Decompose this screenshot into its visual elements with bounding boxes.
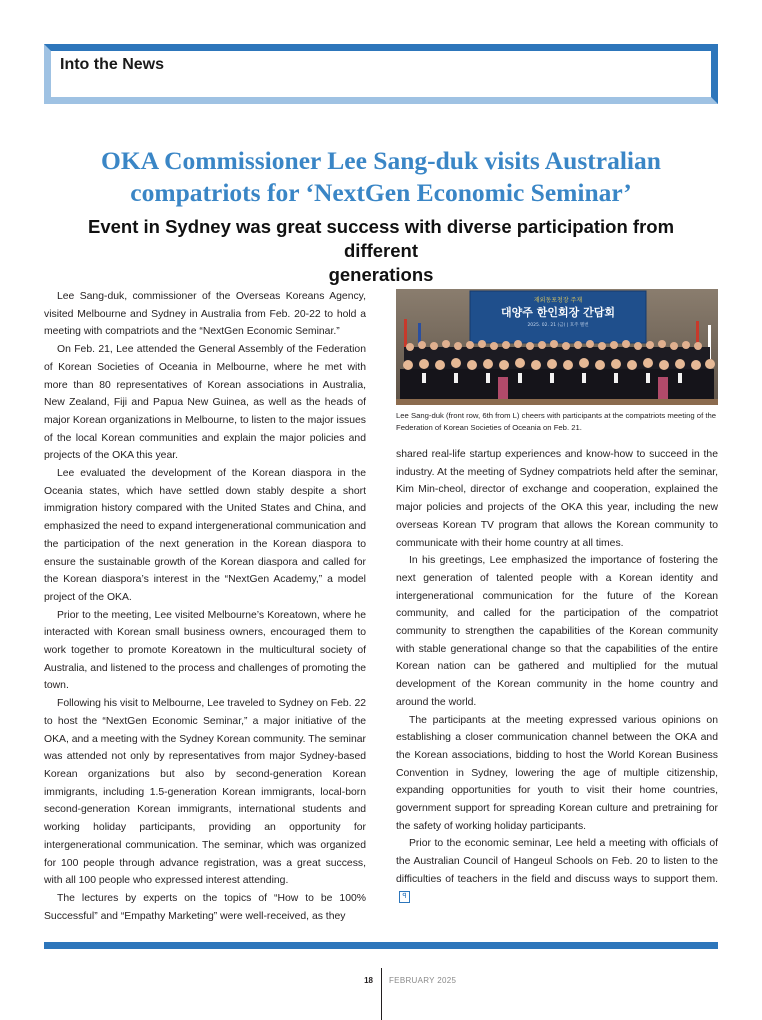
paragraph-text: Prior to the economic seminar, Lee held a meeting with officials of the Australian Council of Hangeul Schools on Feb. 20 to listen to the difficulties of teachers in the field and discuss ways to support them.	[396, 838, 718, 885]
issue-date: FEBRUARY 2025	[389, 976, 457, 985]
article-subheadline	[60, 215, 702, 287]
subhead-line-2: generations	[328, 264, 434, 285]
banner-text-3: 2025. 02. 21 (금) | 호주 멜번	[527, 323, 589, 328]
photo-caption: Lee Sang-duk (front row, 6th from L) cheers with participants at the compatriots meeting of the Federation of Korean Societies of Oceania on Feb. 21.	[396, 411, 717, 432]
banner-text-1: 재외동포청장 주재	[533, 297, 583, 304]
group-photo-illustration	[396, 289, 718, 405]
paragraph: The lectures by experts on the topics of “How to be 100% Successful” and “Empathy Marketing” were well-received, as they	[44, 892, 366, 922]
section-header-box	[44, 44, 718, 104]
paragraph: Prior to the meeting, Lee visited Melbourne’s Koreatown, where he interacted with Korean small business owners, encouraged them to work together to promote Koreatown in the multicultural society of Australia, and listened to the process and challenges of promoting the town.	[44, 609, 366, 692]
footer-rule	[44, 942, 718, 949]
headline-line-2: compatriots for ‘NextGen Economic Seminar’	[130, 178, 632, 207]
article-body-left-column	[44, 288, 366, 925]
group-photo	[396, 289, 718, 405]
section-title: Into the News	[60, 56, 165, 73]
paragraph: Following his visit to Melbourne, Lee traveled to Sydney on Feb. 22 to host the “NextGen Economic Seminar,” a major initiative of the OKA, and a meeting with the Sydney Korean community. The seminar was attended not only by representatives from major Sydney-based Korean organizations but also by second-generation Korean immigrants, including 1.5-generation Korean immigrants, local-born second-generation Korean immigrants, international students and working holiday participants, providing an opportunity for intergenerational communication. The seminar, which was organized for 100 people through advance registration, was a great success, with all 100 people who expressed interest attending.	[44, 698, 367, 887]
paragraph: shared real-life startup experiences and know-how to succeed in the industry. At the meeting of Sydney compatriots held after the seminar, Kim Min-cheol, director of exchange and cooperation, explained the major policies and projects of the OKA this year, including the new overseas Korean TV program that allows the Korean community to communicate with their home country at all times.	[396, 449, 718, 549]
headline-line-1: OKA Commissioner Lee Sang-duk visits Australian	[101, 146, 661, 175]
banner-text-2: 대양주 한인회장 간담회	[501, 306, 615, 319]
page-number: 18	[364, 976, 373, 985]
footer-divider	[381, 968, 382, 1020]
article-headline	[60, 145, 702, 209]
paragraph	[396, 835, 718, 906]
paragraph: On Feb. 21, Lee attended the General Assembly of the Federation of Korean Societies of Oceania in Melbourne, where he met with more than 80 representatives of Korean associations in Australia, New Zealand, Fiji and Papua New Guinea, as well as the heads of major Korean organizations in Melbourne, to listen to the major issues of the local Korean communities and explain the major policies and projects of the OKA this year.	[44, 344, 366, 462]
subhead-line-1: Event in Sydney was great success with diverse participation from different	[87, 216, 675, 261]
paragraph: In his greetings, Lee emphasized the importance of fostering the next generation of talented people with a Korean identity and intergenerational communication for the future of the Korean community, and called for the participation of the compatriot community to strengthen the capabilities of the Korean community with stable generational change so that the capabilities of the entire Korean nation can be gathered and multiplied for the mutual development of the Korean community in the home country and around the world.	[396, 555, 718, 708]
paragraph: Lee Sang-duk, commissioner of the Overseas Koreans Agency, visited Melbourne and Sydney in Australia from Feb. 20-22 to hold a meeting with compatriots and the “NextGen Economic Seminar.”	[44, 291, 366, 338]
end-of-article-icon: ꟼ	[399, 891, 410, 903]
paragraph: The participants at the meeting expressed various opinions on establishing a closer communication channel between the OKA and the Korean associations, bidding to host the World Korean Business Convention in Sydney, lowering the age of multiple citizenship, expanding opportunities for youth to visit their home countries, government support for spreading Korean culture and pretraining for the safety of working holiday participants.	[396, 714, 718, 832]
paragraph: Lee evaluated the development of the Korean diaspora in the Oceania states, which have settled down stably despite a short immigration history compared with the United States and China, and emphasized the need to expand intergenerational communication and the participation of the next generation in the Korean diaspora to ensure the sustainable growth of the Korean diaspora and called for the Korean diaspora’s interest in the “NextGen Academy,” a model project of the OKA.	[44, 468, 366, 603]
article-body-right-column	[396, 446, 718, 906]
